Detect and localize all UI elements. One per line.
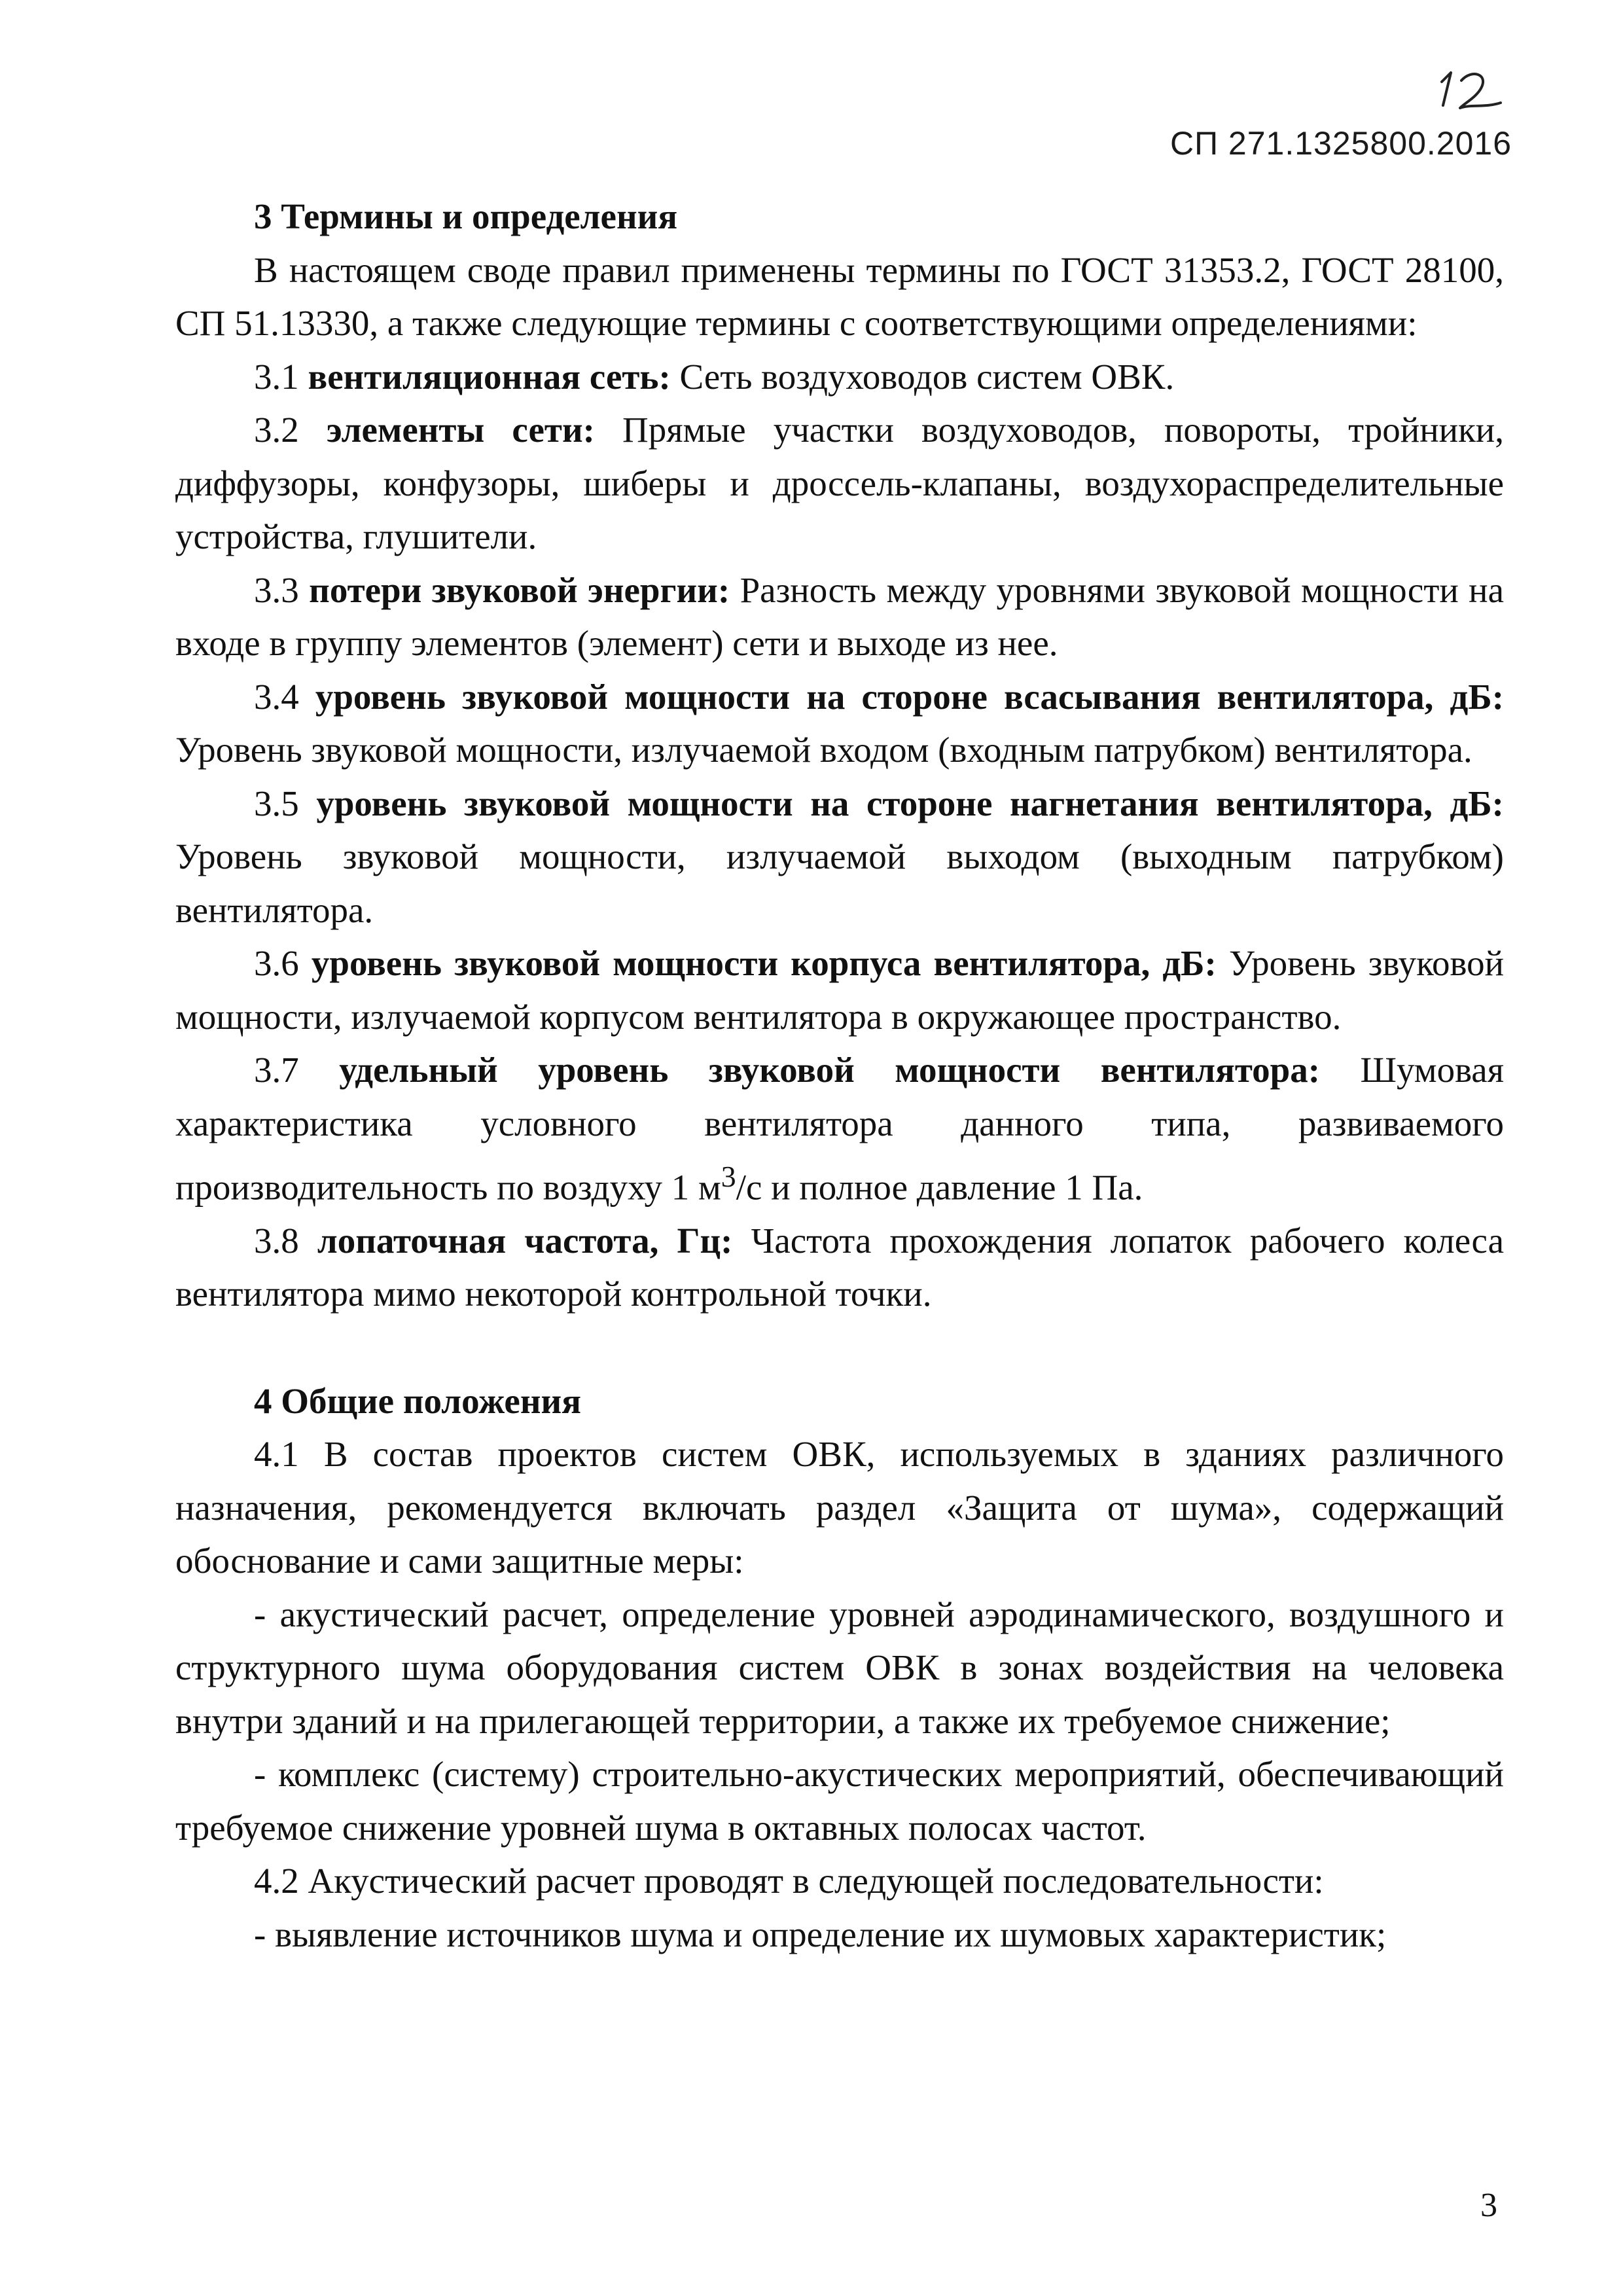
definition-text: Частота прохождения лопаток рабочего колеса вентилятора мимо некоторой контрольной точки.: [175, 1220, 1504, 1314]
list-item: - комплекс (систему) строительно-акустических мероприятий, обеспечивающий требуемое снижение уровней шума в октавных полосах частот.: [175, 1754, 1504, 1848]
definition-3-3: [175, 564, 1504, 670]
document-code: СП 271.1325800.2016: [1169, 125, 1512, 162]
definition-term: уровень звуковой мощности на стороне нагнетания вентилятора, дБ:: [316, 783, 1505, 823]
section-3-intro: В настоящем своде правил применены термины по ГОСТ 31353.2, ГОСТ 28100, СП 51.13330, а также следующие термины с соответствующими определениями:: [175, 249, 1504, 343]
handwritten-sheet-number: [1423, 62, 1508, 118]
definition-text: Разность между уровнями звуковой мощности на входе в группу элементов (элемент) сети и выходе из нее.: [175, 569, 1505, 663]
definition-number: 3.5: [254, 783, 299, 823]
list-item: - акустический расчет, определение уровней аэродинамического, воздушного и структурного шума оборудования систем ОВК в зонах воздействия на человека внутри зданий и на прилегающей территории, а также их требуемое снижение;: [175, 1594, 1504, 1741]
definition-term: вентиляционная сеть:: [308, 356, 671, 397]
section-gap: [175, 1321, 1504, 1374]
definition-term: лопаточная частота, Гц:: [317, 1220, 733, 1261]
definition-term: уровень звуковой мощности на стороне всасывания вентилятора, дБ:: [315, 676, 1505, 717]
definition-number: 3.1: [254, 356, 299, 397]
definition-text: Уровень звуковой мощности, излучаемой входом (входным патрубком) вентилятора.: [175, 730, 1472, 770]
definition-3-2: [175, 403, 1504, 564]
definition-3-5: [175, 777, 1504, 937]
definition-term: уровень звуковой мощности корпуса вентилятора, дБ:: [311, 943, 1217, 983]
clause-4-2: 4.2 Акустический расчет проводят в следующей последовательности:: [254, 1861, 1324, 1901]
section-3-heading: 3 Термины и определения: [254, 196, 678, 236]
definition-number: 3.7: [254, 1050, 299, 1090]
page-content: [175, 190, 1504, 1961]
definition-text: Сеть воздуховодов систем ОВК.: [679, 356, 1175, 397]
definition-number: 3.8: [254, 1220, 299, 1261]
superscript-3: 3: [721, 1160, 736, 1193]
clause-4-1: 4.1 В состав проектов систем ОВК, используемых в зданиях различного назначения, рекомендуется включать раздел «Защита от шума», содержащий обоснование и сами защитные меры:: [175, 1434, 1504, 1581]
page-number: 3: [1480, 2187, 1497, 2224]
definition-text: Прямые участки воздуховодов, повороты, тройники, диффузоры, конфузоры, шиберы и дроссель-клапаны, воздухораспределительные устройства, глушители.: [175, 410, 1504, 556]
definition-term: потери звуковой энергии:: [309, 569, 730, 610]
definition-text: Уровень звуковой мощности, излучаемой корпусом вентилятора в окружающее пространство.: [175, 943, 1505, 1037]
definition-text: Шумовая характеристика условного вентилятора данного типа, развиваемого производительность по воздуху 1 м: [175, 1050, 1505, 1208]
definition-number: 3.3: [254, 569, 299, 610]
definition-term: элементы сети:: [326, 410, 595, 450]
definition-text-end: /с и полное давление 1 Па.: [736, 1167, 1143, 1208]
definition-3-8: [175, 1214, 1504, 1321]
definition-3-7: [175, 1043, 1504, 1214]
section-4-heading: 4 Общие положения: [254, 1380, 581, 1421]
definition-3-6: [175, 937, 1504, 1043]
definition-number: 3.6: [254, 943, 299, 983]
definition-number: 3.2: [254, 410, 299, 450]
definition-3-4: [175, 670, 1504, 777]
definition-text: Уровень звуковой мощности, излучаемой выходом (выходным патрубком) вентилятора.: [175, 836, 1504, 930]
definition-term: удельный уровень звуковой мощности вентилятора:: [339, 1050, 1321, 1090]
definition-number: 3.4: [254, 676, 299, 717]
list-item: - выявление источников шума и определение их шумовых характеристик;: [254, 1914, 1387, 1954]
definition-3-1: [175, 350, 1504, 404]
